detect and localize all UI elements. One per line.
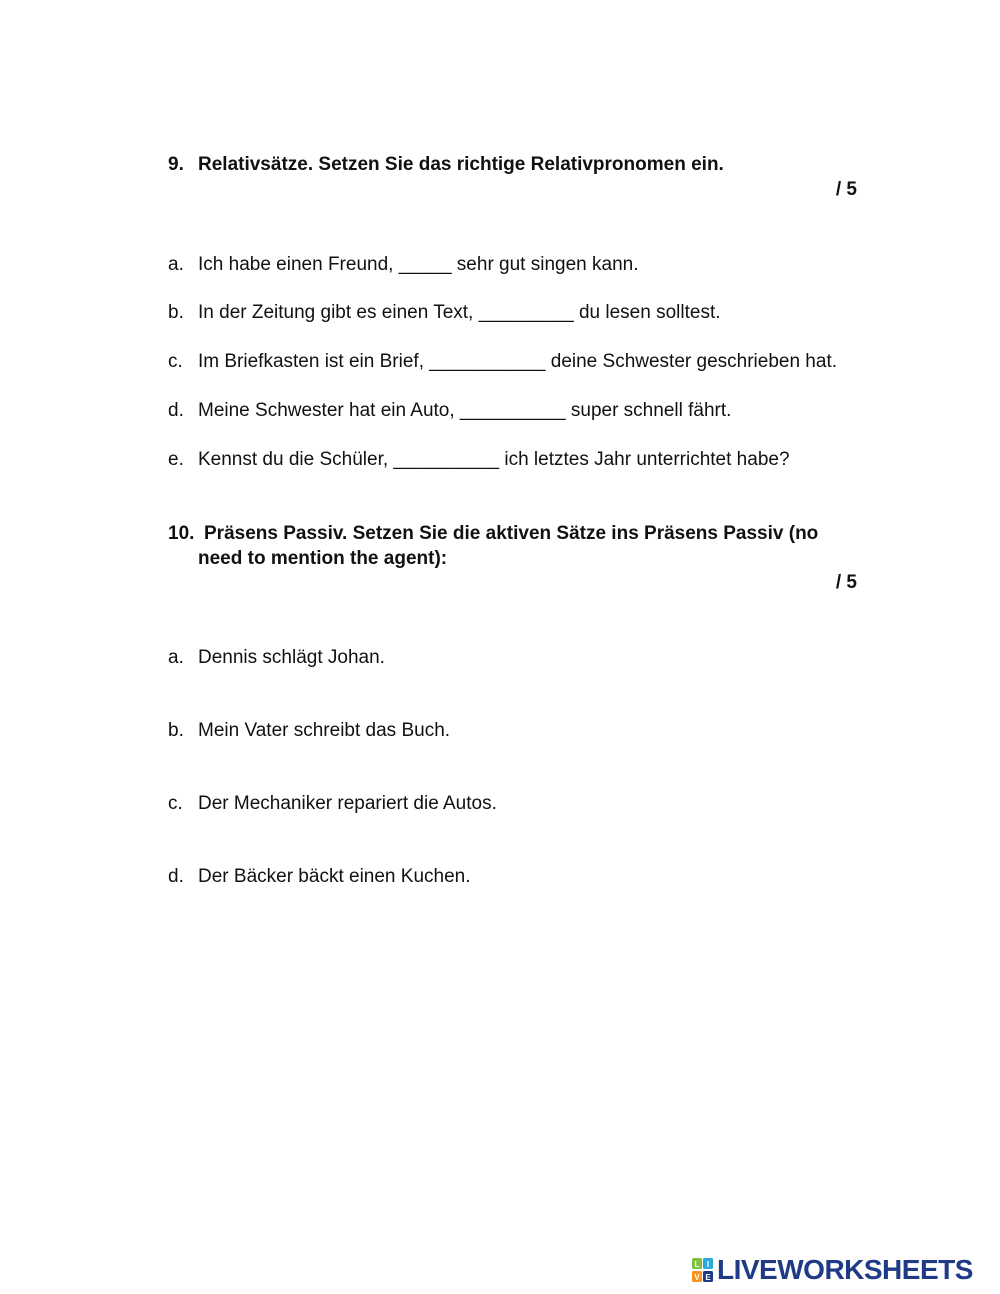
question-title: Präsens Passiv. Setzen Sie die aktiven Sätze ins Präsens Passiv (no need to mention the agent):: [198, 523, 819, 569]
list-item: [168, 447, 888, 472]
item-text: Dennis schlägt Johan.: [198, 647, 385, 668]
item-letter: b.: [168, 720, 184, 741]
item-text: Der Mechaniker repariert die Autos.: [198, 793, 497, 814]
question-number: 10.: [168, 523, 195, 544]
list-item: [168, 349, 888, 374]
list-item: [168, 645, 888, 670]
item-letter: c.: [168, 351, 183, 372]
question-9-heading: [168, 152, 868, 177]
list-item: [168, 398, 888, 423]
svg-text:L: L: [694, 1260, 700, 1269]
score-label: / 5: [835, 572, 857, 593]
item-letter: a.: [168, 647, 184, 668]
item-text: In der Zeitung gibt es einen Text, _________ du lesen solltest.: [198, 302, 721, 323]
svg-text:I: I: [706, 1260, 710, 1269]
item-text: Kennst du die Schüler, __________ ich letztes Jahr unterrichtet habe?: [198, 449, 790, 470]
item-letter: a.: [168, 254, 184, 275]
svg-text:E: E: [705, 1273, 711, 1282]
item-text: Ich habe einen Freund, _____ sehr gut singen kann.: [198, 254, 639, 275]
list-item: [168, 864, 888, 889]
question-10-heading: [168, 521, 858, 571]
liveworksheets-brand[interactable]: [692, 1254, 973, 1286]
list-item: [168, 300, 888, 325]
svg-text:V: V: [694, 1273, 700, 1282]
list-item: [168, 252, 888, 277]
item-text: Der Bäcker bäckt einen Kuchen.: [198, 866, 471, 887]
score-label: / 5: [835, 179, 857, 200]
item-letter: d.: [168, 866, 184, 887]
item-letter: b.: [168, 302, 184, 323]
item-text: Im Briefkasten ist ein Brief, ___________ deine Schwester geschrieben hat.: [198, 351, 837, 372]
liveworksheets-logo-icon: [692, 1257, 714, 1283]
item-letter: c.: [168, 793, 183, 814]
question-title: Relativsätze. Setzen Sie das richtige Relativpronomen ein.: [198, 154, 724, 175]
item-letter: e.: [168, 449, 184, 470]
brand-name: LIVEWORKSHEETS: [717, 1254, 973, 1285]
item-letter: d.: [168, 400, 184, 421]
list-item: [168, 718, 888, 743]
list-item: [168, 791, 888, 816]
question-number: 9.: [168, 154, 184, 175]
item-text: Meine Schwester hat ein Auto, __________ super schnell fährt.: [198, 400, 732, 421]
item-text: Mein Vater schreibt das Buch.: [198, 720, 451, 741]
